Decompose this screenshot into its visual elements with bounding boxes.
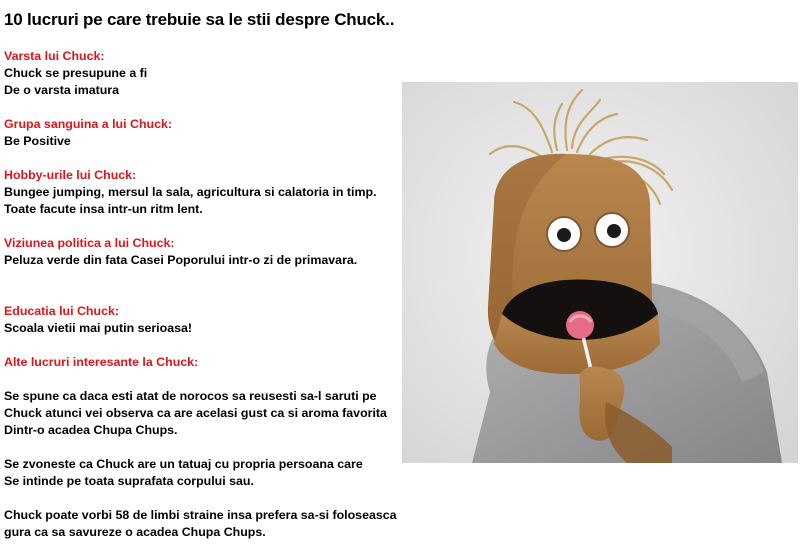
languages-line-1: Chuck poate vorbi 58 de limbi straine insa prefera sa-si foloseasca — [4, 508, 397, 522]
politics-line-1: Peluza verde din fata Casei Poporului intr-o zi de primavara. — [4, 253, 358, 267]
content-column — [4, 48, 404, 541]
blood-heading: Grupa sanguina a lui Chuck: — [4, 117, 172, 131]
page-title: 10 lucruri pe care trebuie sa le stii despre Chuck.. — [4, 10, 395, 29]
age-heading: Varsta lui Chuck: — [4, 49, 105, 63]
hobbies-line-1: Bungee jumping, mersul la sala, agricultura si calatoria in timp. — [4, 185, 377, 199]
chuck-photo — [402, 82, 798, 463]
tattoo-line-1: Se zvoneste ca Chuck are un tatuaj cu propria persoana care — [4, 457, 363, 471]
politics-heading: Viziunea politica a lui Chuck: — [4, 236, 175, 250]
kiss-line-1: Se spune ca daca esti atat de norocos sa reusesti sa-l saruti pe — [4, 389, 377, 403]
kiss-line-2: Chuck atunci vei observa ca are acelasi gust ca si aroma favorita — [4, 406, 387, 420]
hobbies-line-2: Toate facute insa intr-un ritm lent. — [4, 202, 203, 216]
hobbies-heading: Hobby-urile lui Chuck: — [4, 168, 137, 182]
kiss-line-3: Dintr-o acadea Chupa Chups. — [4, 423, 178, 437]
puppet-with-lollipop-icon — [402, 82, 798, 463]
other-heading: Alte lucruri interesante la Chuck: — [4, 355, 199, 369]
education-heading: Educatia lui Chuck: — [4, 304, 119, 318]
age-line-2: De o varsta imatura — [4, 83, 120, 97]
tattoo-line-2: Se intinde pe toata suprafata corpului sau. — [4, 474, 254, 488]
education-line-1: Scoala vietii mai putin serioasa! — [4, 321, 192, 335]
age-line-1: Chuck se presupune a fi — [4, 66, 148, 80]
blood-line-1: Be Positive — [4, 134, 71, 148]
languages-line-2: gura ca sa savureze o acadea Chupa Chups. — [4, 525, 266, 539]
